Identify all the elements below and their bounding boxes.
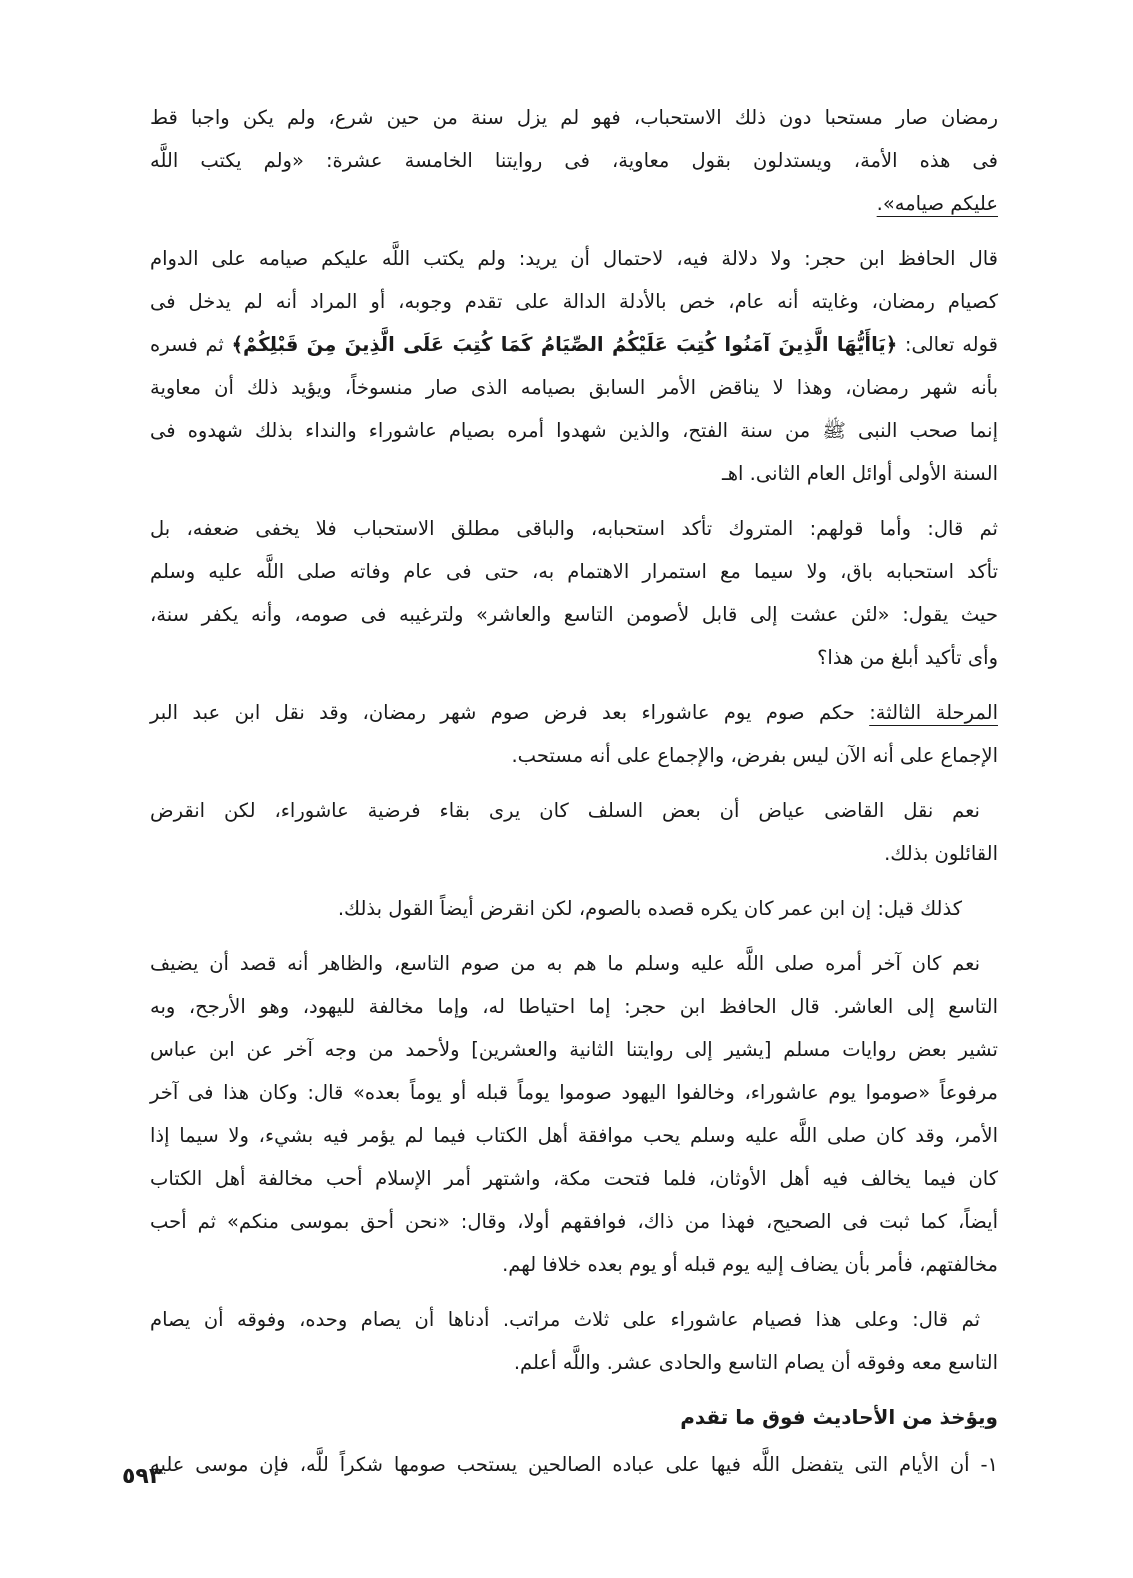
text-line: التاسع إلى العاشر. قال الحافظ ابن حجر: إما احتياطا له، وإما مخالفة لليهود، وهو الأرجح، وبه	[150, 995, 998, 1018]
paragraph-3	[150, 507, 998, 679]
document-page	[150, 96, 998, 1498]
text-line: الأمر، وقد كان صلى اللَّه عليه وسلم يحب موافقة أهل الكتاب فيما لم يؤمر فيه بشيء، ولا سيما إذا	[150, 1124, 998, 1147]
text-line: كصيام رمضان، وغايته أنه عام، خص بالأدلة الدالة على تقدم وجوبه، أو المراد أنه لم يدخل فى	[150, 290, 998, 313]
numbered-list	[150, 1443, 998, 1486]
paragraph-5	[150, 789, 998, 875]
stage-text: حكم صوم يوم عاشوراء بعد فرض صوم شهر رمضان، وقد نقل ابن عبد البر	[150, 701, 870, 724]
paragraph-6	[150, 887, 998, 930]
text-line	[150, 691, 998, 734]
text-line: قال الحافظ ابن حجر: ولا دلالة فيه، لاحتمال أن يريد: ولم يكتب اللَّه عليكم صيامه على الدوام	[150, 247, 998, 270]
text-line: حيث يقول: «لئن عشت إلى قابل لأصومن التاسع والعاشر» ولترغيبه فى صومه، وأنه يكفر سنة،	[150, 603, 998, 626]
section-heading: ويؤخذ من الأحاديث فوق ما تقدم	[680, 1405, 998, 1429]
paragraph-2	[150, 237, 998, 495]
text-line: وأى تأكيد أبلغ من هذا؟	[817, 646, 998, 669]
paragraph-1	[150, 96, 998, 225]
paragraph-third-stage	[150, 691, 998, 777]
page-number: ٥٩٣	[122, 1464, 163, 1489]
text-line: نعم نقل القاضى عياض أن بعض السلف كان يرى بقاء فرضية عاشوراء، لكن انقرض	[150, 799, 980, 822]
text-line: كان فيما يخالف فيه أهل الأوثان، فلما فتحت مكة، واشتهر أمر الإسلام أحب مخالفة أهل الكتاب	[150, 1167, 998, 1190]
text-line: ثم قال: وعلى هذا فصيام عاشوراء على ثلاث مراتب. أدناها أن يصام وحده، وفوقه أن يصام	[150, 1308, 980, 1331]
text-line: كذلك قيل: إن ابن عمر كان يكره قصده بالصوم، لكن انقرض أيضاً القول بذلك.	[337, 897, 962, 920]
text-line: عليكم صيامه».	[876, 192, 998, 215]
quran-verse: ﴿يَاأَيُّهَا الَّذِينَ آمَنُوا كُتِبَ عَلَيْكُمُ الصِّيَامُ كَمَا كُتِبَ عَلَى الَّذِينَ مِنَ قَبْلِكُمْ﴾	[231, 333, 898, 356]
text-line: مخالفتهم، فأمر بأن يضاف إليه يوم قبله أو يوم بعده خلافا لهم.	[502, 1253, 998, 1276]
text-line: نعم كان آخر أمره صلى اللَّه عليه وسلم ما هم به من صوم التاسع، والظاهر أنه قصد أن يضيف	[150, 952, 980, 975]
text-line: رمضان صار مستحبا دون ذلك الاستحباب، فهو لم يزل سنة من حين شرع، ولم يكن واجبا قط	[150, 106, 998, 129]
text-line: إنما صحب النبى ﷺ من سنة الفتح، والذين شهدوا أمره بصيام عاشوراء والنداء بذلك شهدوه فى	[150, 419, 998, 442]
text-line: بأنه شهر رمضان، وهذا لا يناقض الأمر السابق بصيامه الذى صار منسوخاً، ويؤيد ذلك أن معاوية	[150, 376, 998, 399]
text-line: ثم قال: وأما قولهم: المتروك تأكد استحبابه، والباقى مطلق الاستحباب فلا يخفى ضعفه، بل	[150, 517, 998, 540]
text-line: تشير بعض روايات مسلم [يشير إلى روايتنا الثانية والعشرين] ولأحمد من وجه آخر عن ابن عباس	[150, 1038, 998, 1061]
verse-intro: قوله تعالى:	[897, 333, 998, 356]
stage-label: المرحلة الثالثة:	[869, 701, 998, 724]
text-line: مرفوعاً «صوموا يوم عاشوراء، وخالفوا اليهود صوموا يوماً قبله أو يوماً بعده» قال: وكان هذا فى آخر	[150, 1081, 998, 1104]
text-line: القائلون بذلك.	[884, 842, 998, 865]
list-item	[150, 1443, 998, 1486]
list-item-text: أن الأيام التى يتفضل اللَّه فيها على عباده الصالحين يستحب صومها شكراً للَّه، فإن موسى عليه	[150, 1453, 981, 1476]
text-line: السنة الأولى أوائل العام الثانى. اهـ	[722, 462, 998, 485]
text-line: الإجماع على أنه الآن ليس بفرض، والإجماع على أنه مستحب.	[511, 744, 998, 767]
text-line: التاسع معه وفوقه أن يصام التاسع والحادى عشر. واللَّه أعلم.	[513, 1351, 998, 1374]
paragraph-8	[150, 1298, 998, 1384]
quran-verse-line	[150, 323, 998, 366]
list-item-number: ١-	[980, 1453, 998, 1476]
text-line: تأكد استحبابه باق، ولا سيما مع استمرار الاهتمام به، حتى فى عام وفاته صلى اللَّه عليه وسلم	[150, 560, 998, 583]
text-line: فى هذه الأمة، ويستدلون بقول معاوية، فى روايتنا الخامسة عشرة: «ولم يكتب اللَّه	[150, 149, 998, 172]
verse-followup: ثم فسره	[150, 333, 232, 356]
paragraph-7	[150, 942, 998, 1286]
text-line: أيضاً، كما ثبت فى الصحيح، فهذا من ذاك، فوافقهم أولا، وقال: «نحن أحق بموسى منكم» ثم أحب	[150, 1210, 998, 1233]
